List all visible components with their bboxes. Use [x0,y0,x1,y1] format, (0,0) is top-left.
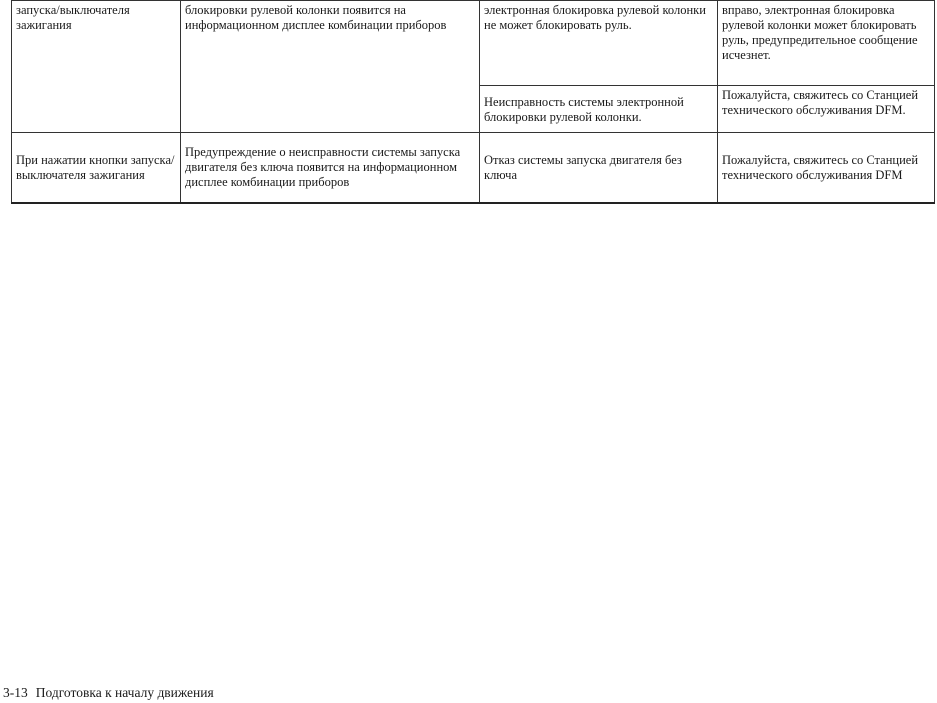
table-row [12,1,935,86]
action-cell: вправо, электронная блокировка рулевой колонки может блокировать руль, предупредительное сообщение исчезнет. [718,1,935,86]
display-message-cell: Предупреждение о неисправности системы запуска двигателя без ключа появится на информационном дисплее комбинации приборов [181,133,480,203]
warnings-table [11,0,935,204]
table-row [12,133,935,203]
page-number: 3-13 [3,685,28,700]
cause-cell: электронная блокировка рулевой колонки не может блокировать руль. [480,1,718,86]
page-footer [3,685,214,701]
action-cell: Пожалуйста, свяжитесь со Станцией технического обслуживания DFM. [718,86,935,133]
action-cell: Пожалуйста, свяжитесь со Станцией технического обслуживания DFM [718,133,935,203]
cause-cell: Неисправность системы электронной блокировки рулевой колонки. [480,86,718,133]
display-message-cell: блокировки рулевой колонки появится на информационном дисплее комбинации приборов [181,1,480,133]
condition-cell: При нажатии кнопки запуска/выключателя зажигания [12,133,181,203]
cause-cell: Отказ системы запуска двигателя без ключа [480,133,718,203]
condition-cell: запуска/выключателя зажигания [12,1,181,133]
section-title: Подготовка к началу движения [35,685,214,700]
